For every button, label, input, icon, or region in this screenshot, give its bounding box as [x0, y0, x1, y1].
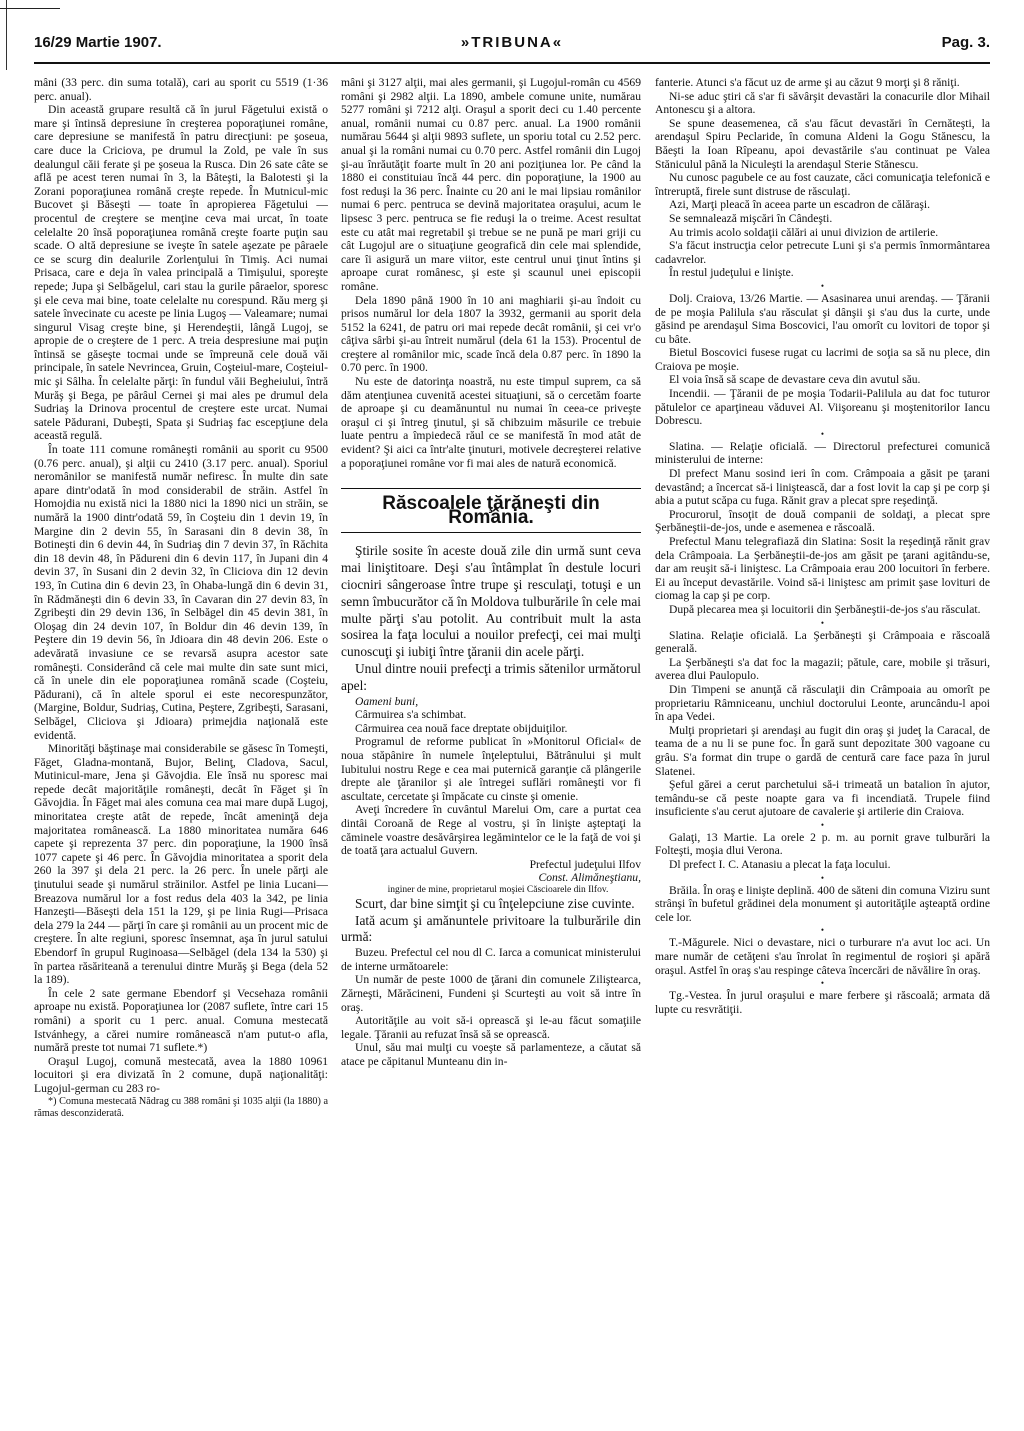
paragraph: Se semnalează mişcări în Cândeşti.: [669, 211, 833, 225]
signature-name: Const. Alimăneştianu,: [538, 871, 641, 885]
lead-paragraph: Unul dintre nouii prefecţi a trimis sătenilor următorul apel:: [341, 660, 641, 693]
paragraph: Dl prefect I. C. Atanasiu a plecat la faţa locului.: [669, 858, 891, 872]
page-header: [34, 34, 990, 58]
paragraph: În toate 111 comune româneşti românii au sporit cu 9500 (0.76 perc. anual), şi alţii cu 2410 (3.17 perc. anual). Sporiul neromânilor se manifestă număr nefiresc. În multe din sate apare dintr'odată în mod considerabil de străin. Astfel în Homojdia nu există nici la 1880 nici la 1890 nici un străin, se numără la 1900 dintr'odată 59, în Coşteiu din 1 devin 19, în Margine din 2 devin 55, în Sarasani din 8 devin 38, în Botineşti din 6 devin 44, în Sudriaş din 7 devin 37, în Răchita din 18 devin 48, în Pădureni din 6 devin 117, în Jupani din 4 devin 37, în Susani din 2 devin 32, în Cliciova din 12 devin 193, în Cutina din 6 devin 23, în Ohaba-lungă din 6 devin 31, în Rădmăneşti din 6 devin 33, în Cavaran din 27 devin 83, în Zgribeşti din 29 devin 136, în Selbăgel din 45 devin 381, în Oloşag din 24 devin 107, în Boldur din 46 devin 139, în Peştere din 19 devin 56, în Jdioara din 48 devin 206. Este o adevărată invasiune ce se revarsă asupra acestor sate româneşti. Considerând că cele mai multe din sate sunt mici, că în unele din ele poporaţiunea română scade (Coşteiu, Pădurani), că în altele sporul ei este necorespunzător, (Margine, Boldur, Sudriaş, Cutina, Peştere, Zgribeşti, Sarasani, Selbăgel, Cliciova şi Jdioara) primejdia naţională este evidentă.: [34, 443, 328, 742]
appeal-paragraph: Programul de reforme publicat în »Monitorul Oficial« de noua stăpânire în numele înţeleptului, Bătrânului şi mult Iubitului nostru Rege e cea mai puternică garanţie că plângerile drepte ale ţăranilor şi ale întregei suflări româneşti vor fi ascultate, cercetate şi împăcate cu cinste şi omenie.: [341, 735, 641, 803]
section-separator: •: [820, 978, 825, 989]
paragraph: Slatina. — Relaţie oficială. — Directorul prefecturei comunică ministerului de interne:: [655, 439, 990, 467]
paragraph: La Şerbăneşti s'a dat foc la magazii; pătule, care, mobile şi trăsuri, averea dlui Paulopulo.: [655, 655, 990, 683]
section-separator: •: [820, 819, 825, 830]
section-separator: •: [820, 617, 825, 628]
paragraph: Tg.-Vestea. În jurul oraşului e mare ferbere şi răscoală; armata dă lupte cu resvrătiţii.: [655, 989, 990, 1016]
paragraph: Şeful gărei a cerut parchetului să-i trimeată un batalion în ajutor, temându-se că peste noapte gara va fi incendiată. Trupele fiind insuficiente s'au cerut ajutoare de cavalerie şi artilerie din Craiova.: [655, 778, 990, 819]
section-separator: •: [820, 925, 825, 936]
report-paragraph: Unul, său mai mulţi cu voeşte să parlamenteze, a căutat să atace pe căpitanul Munteanu din in-: [341, 1041, 641, 1069]
paragraph: El voia însă să scape de devastare ceva din avutul său.: [669, 373, 921, 387]
appeal-paragraph: Cârmuirea cea nouă face dreptate obijduiţilor.: [355, 721, 568, 735]
paragraph: Brăila. În oraş e linişte deplină. 400 de săteni din comuna Viziru sunt strânşi în bufetul grădinei dela monument şi autorităţile aşteaptă ordine cele lor.: [655, 883, 990, 924]
newspaper-title: »TRIBUNA«: [460, 34, 564, 51]
paragraph: fanterie. Atunci s'a făcut uz de arme şi au căzut 9 morţi şi 8 răniţi.: [655, 76, 960, 89]
paragraph: Dela 1890 până 1900 în 10 ani maghiarii şi-au îndoit cu prisos numărul lor dela 1807 la 3932, germanii au sporit dela 5152 la 6241, de patru ori mai repede decât românii, şi cei vr'o câţiva sârbi şi-au întreit numărul (dela 61 la 153). Procentul de creştere al românilor mic, scade încă dela 0.87 perc. în 1890 la 0.70 perc. în 1900.: [341, 293, 641, 375]
appeal-paragraph: Cârmuirea s'a schimbat.: [355, 708, 467, 722]
paragraph: După plecarea mea şi locuitorii din Şerbăneştii-de-jos s'au răsculat.: [669, 602, 981, 616]
section-separator: •: [820, 428, 825, 439]
signature-subtitle: inginer de mine, proprietarul moşiei Căscioarele din Ilfov.: [387, 884, 609, 895]
paragraph: T.-Măgurele. Nici o devastare, nici o turburare n'a avut loc aci. Un mare număr de cetăţeni s'au înrolat în regimentul de roşiori şi apără oraşul. Astfel în oraş s'au respinge câteva încercări de năvălire în oraş.: [655, 936, 990, 977]
paragraph: Oraşul Lugoj, comună mestecată, avea la 1880 10961 locuitori şi era divizată în 2 comune, după naţionalităţi: Lugojul-german cu 283 ro-: [34, 1054, 328, 1095]
section-separator: •: [820, 280, 825, 291]
paragraph: În restul judeţului e linişte.: [669, 266, 794, 280]
paragraph: S'a făcut instrucţia celor petrecute Luni şi s'a permis înmormântarea cadavrelor.: [655, 239, 990, 266]
lead-paragraph: Ştirile sosite în aceste două zile din urmă sunt ceva mai liniştitoare. Deşi s'au întâmplat în destule locuri ciocniri sângeroase între trupe şi resculaţi, totuşi e un semn îmbucurător că în Moldova tulburările în cele mai multe părţi s'au potolit. Au contribuit mult la asta sosirea la faţa locului a nouilor prefecţi, cei mai mulţi cunoscuţi şi iubiţi între ţăranii din acele părţi.: [341, 543, 641, 660]
paragraph: Azi, Marţi pleacă în aceea parte un escadron de călăraşi.: [669, 198, 931, 212]
lead-paragraph: Scurt, dar bine simţit şi cu înţelepciune zise cuvinte.: [355, 895, 635, 911]
article-columns: [34, 76, 990, 1421]
appeal-paragraph: Aveţi încredere în cuvântul Marelui Om, care a purtat cea dintâi Coroană de Rege al vostru, şi în linişte aşteptaţi la căminele voastre desăvârşirea legămintelor ce le la faţă de voi şi de toată ţara actualul Guvern.: [341, 803, 641, 858]
paragraph: Din Timpeni se anunţă că răsculaţii din Crâmpoaia au omorît pe proprietariu Râmniceanu, unchiul doctorului Leonte, aruncându-l apoi în apa Vedei.: [655, 682, 990, 724]
report-paragraph: Un număr de peste 1000 de ţărani din comunele Ziliştearca, Zărneşti, Mărăcineni, Fundeni şi Scurteşti au voit să intre în oraş.: [341, 973, 641, 1014]
issue-date: 16/29 Martie 1907.: [34, 34, 162, 51]
paragraph: mâni şi 3127 alţii, mai ales germanii, şi Lugojul-român cu 4569 români şi 2982 alţii. La 1890, ambele comune unite, numărau 5277 români şi 7212 alţi. Oraşul a sporit deci cu 1.40 percente anual, românii numai cu 0.87 perc. anual. La 1900 românii numărau 5644 şi alţii 9893 suflete, un sporiu total cu 2.52 perc. anual şi la români numai cu 0.70 perc. Astfel românii din Lugoj şi-au înrăutăţit foarte mult în 20 ani poziţiunea lor. Pe când la 1880 ei constituiau încă 44 perc. din poporaţiune, la 1900 au fost reduşi la 36 perc. Înainte cu 20 ani le mai lipsiau românilor numai 6 perc. pentruca se devină majoritatea oraşului, acum le lipsesc 3 perc. pentruca se fie reduşi la o treime. Acest resultat este cu atât mai regretabil şi trebue se ne pună pe mari griji cu cât Lugojul are o situaţiune geografică din cele mai splendide, care îi asigură un mare viitor, este centrul unui ţinut întins şi aproape curat românesc, şi este şi scaunul unei episcopii române.: [341, 76, 641, 293]
paragraph: Procurorul, însoţit de două companii de soldaţi, a plecat spre Şerbăneştii-de-jos, unde e asemenea e răscoală.: [655, 507, 990, 535]
paragraph: Minorităţi băştinaşe mai considerabile se găsesc în Tomeşti, Făget, Gladna-montană, Bujor, Belinţ, Cladova, Sacul, Mutinicul-mare, Jena şi Găvojdia. Ele însă nu sporesc mai repede decât majorităţile româneşti, decât în Făget şi în Găvojdia. În Făget mai ales comuna cea mai mare după Lugoj, minoritatea creşte atât de repede, încât ameninţă deja majoritatea românească. La 1880 minoritatea număra 646 capete şi reprezenta 37 perc. din poporaţiune, la 1900 însă 1077 capete şi 46 perc. În Găvojdia minoritatea a sporit dela 260 la 397 şi dela 21 perc. la 26 perc. În unele părţi ale ţinutului seade şi numărul străinilor. Astfel pe linia Lucani—Breazova numărul lor a fost redus dela 403 la 342, pe linia Hanzeşti—Băseşti dela 151 la 129, şi pe linia Rugi—Prisaca dela 279 la 244 — părţi în care şi românii au un procent mic de creştere. În alte regiuni, sporesc însemnat, aşa în jurul satului Ebendorf în grupul Ruginoasa—Selbăgel (dela 134 la 530) şi în partea răsăriteană a terenului dintre Murăş şi Bega (dela 52 la 189).: [34, 742, 328, 987]
footnote: *) Comuna mestecată Nădrag cu 388 români şi 1035 alţii (la 1880) a rămas desconzideratâ.: [34, 1095, 328, 1119]
paragraph: Mulţi proprietari şi arendaşi au fugit din oraş şi judeţ la Caracal, de teama de a nu li se pune foc. În gară sunt depozitate 300 vagoane cu grâu. S'a format din trupe o gardă de centură care face paza în jurul Slatenei.: [655, 723, 990, 778]
page-number: Pag. 3.: [941, 34, 990, 51]
report-paragraph: Buzeu. Prefectul cel nou dl C. Iarca a comunicat ministerului de interne următoarele:: [341, 946, 641, 973]
paragraph: Se spune deasemenea, că s'au făcut devastări în Cernăteşti, la arendaşul Spiru Peclaride, în comuna Aldeni la Gogu Stănescu, la Băeşti la Ioan Rîpeanu, apoi devastările s'au continuat pe Valea Stăniculul până la Niculeşti la arendaşul Sterie Stănescu.: [655, 116, 990, 171]
paragraph: Nu cunosc pagubele ce au fost cauzate, căci comunicaţia telefonică e întreruptă, firele sunt distruse de răsculaţi.: [655, 171, 990, 198]
paragraph: Dolj. Craiova, 13/26 Martie. — Asasinarea unui arendaş. — Ţăranii de pe moşia Palilula s'au răsculat şi dânşii şi s'au dus la curte, unde găsind pe arendaşul Sima Boscovici, l'au omorît cu lovitori de topor şi cu bâte.: [655, 291, 990, 346]
report-paragraph: Autorităţile au voit să-i oprească şi le-au făcut somaţiile legale. Ţăranii au refuzat însă să se oprească.: [341, 1014, 641, 1041]
paragraph: Au trimis acolo soldaţii călări ai unui divizion de artilerie.: [669, 225, 939, 239]
column-1: [34, 76, 328, 1421]
column-3: [655, 76, 990, 1421]
column-2: [341, 76, 641, 1421]
header-rule: [34, 62, 990, 64]
signature-title: Prefectul judeţului Ilfov: [529, 857, 641, 871]
section-separator: •: [820, 872, 825, 883]
top-corner-rule: [0, 8, 60, 9]
lead-paragraph: Iată acum şi amănuntele privitoare la tulburările din urmă:: [341, 912, 641, 945]
paragraph: Din această grupare resultă că în jurul Făgetului există o mare şi întinsă depresiune în creşterea poporaţiunei române, care depresiune se manifestă în patru direcţiuni: pe şoseua, care duce la Criciova, pe drumul la Zold, pe vale în sus dealungul căii ferate şi pe şoseua la Rusca. Din 26 sate câte se află pe acest teren numai în 3, la Bâteşti, la Balotesti şi la Zorani poporaţiunea română creşte repede. În Mutnicul-mic Bucovet şi Băseşti — toate în apropierea Făgetului — procentul de creştere se menţine ceva mai urcat, în toate celelalte 20 însă poporaţiunea română creşte foarte puţin sau scade. O altă depresiune se iveşte în satele aşezate pe pâraele ce se scurg din dealurile Zorlenţului în Timiş. Aci numai Prisaca, care e deja în valea principală a Timişului, sporeşte repede; Jupa şi Selbăgelul, cari stau la gurile pâraelor, sporesc şi ele ceva mai bine, toate celelalte nu corespund. Rău merg şi satele învecinate cu aceste pe linia Lugoş — Valeamare; numai singurul Visag creşte bine, şi Herendeştii, lângă Lugoj, se apropie de o creştere de 1 perc. A treia despresiune mai puţin întinsă se găseşte tocmai unde se împreună cele două văi principale, în satele Nevrincea, Gruin, Coşteiul-mare, Coşteiul-mic şi Sâlha. În celelalte părţi: în fundul văii Begheiului, întră Murăş şi Bega, pe pârâul Cernei şi mai ales pe drumul dela Sudriaş la Drinova procentul de creştere este urcat. Numai satele Pădurani, Dubeşti, Spata şi Sudriaş fac escepţiune dela această regulă.: [34, 103, 328, 443]
page-edge-line: [6, 0, 7, 70]
paragraph: Dl prefect Manu sosind ieri în com. Crâmpoaia a găsit pe ţarani devastând; a încercat să-i liniştească, dar a fost lovit la cap şi pe corp şi abia a putut scăpa cu fuga. Rănit grav a plecat spre reşedinţă.: [655, 467, 990, 508]
paragraph: Ni-se aduc ştiri că s'ar fi săvârşit devastări la conacurile dlor Mihail Antonescu şi a altora.: [655, 89, 990, 117]
paragraph: Nu este de datorinţa noastră, nu este timpul suprem, ca să dăm atenţiunea cuvenită acestei situaţiuni, să o cercetăm foarte de aproape şi cu deamănuntul nu numai în ceea-ce priveşte oraşul ci şi întreg ţinutul, şi să chibzuim măsurile ce trebuie luate pentru a împiedecă răul ce se manifestă în mod atât de evident? Şi aici ca într'alte ţinuturi, motivele decreşterei relative a poporaţiunei române vor fi mai ales de natură economică.: [341, 375, 641, 470]
paragraph: Bietul Boscovici fusese rugat cu lacrimi de soţia sa să nu plece, din Craiova pe moşie.: [655, 346, 990, 373]
article-headline: Răscoalele ţărăneşti din România.: [341, 488, 641, 533]
appeal-salutation: Oameni buni,: [355, 694, 419, 708]
paragraph: În cele 2 sate germane Ebendorf şi Vecsehaza românii aproape nu există. Poporaţiunea lor (2087 suflete, între cari 15 români) a sporit cu 1 perc. anual. Comuna mestecată Istvánhegy, a cărei numire românească n'am putut-o afla, numără preste tot numai 71 suflete.*): [34, 986, 328, 1055]
paragraph: Galaţi, 13 Martie. La orele 2 p. m. au pornit grave tulburări la Folteşti, moşia dlui Verona.: [655, 830, 990, 858]
paragraph: Prefectul Manu telegrafiază din Slatina: Sosit la reşedinţă rănit grav dela Crâmpoaia. La Şerbăneştii-de-jos am găsit pe ţarani agitându-se, dar am reuşit să-i liniştesc. La Crâmpoaia erau 200 locuitori în ferbere. Ei au început devastările. Voind să-i liniştesc am primit şase lovituri de ciomag la cap şi pe corp.: [655, 535, 990, 603]
paragraph: mâni (33 perc. din suma totală), cari au sporit cu 5519 (1·36 perc. anual).: [34, 76, 328, 103]
paragraph: Slatina. Relaţie oficială. La Şerbăneşti şi Crâmpoaia e răscoală generală.: [655, 628, 990, 656]
paragraph: Incendii. — Ţăranii de pe moşia Todarii-Palilula au dat foc tuturor pătulelor ce aparţineau văduvei Al. Viişoreanu şi moştenitorilor Iancu Dobrescu.: [655, 387, 990, 428]
